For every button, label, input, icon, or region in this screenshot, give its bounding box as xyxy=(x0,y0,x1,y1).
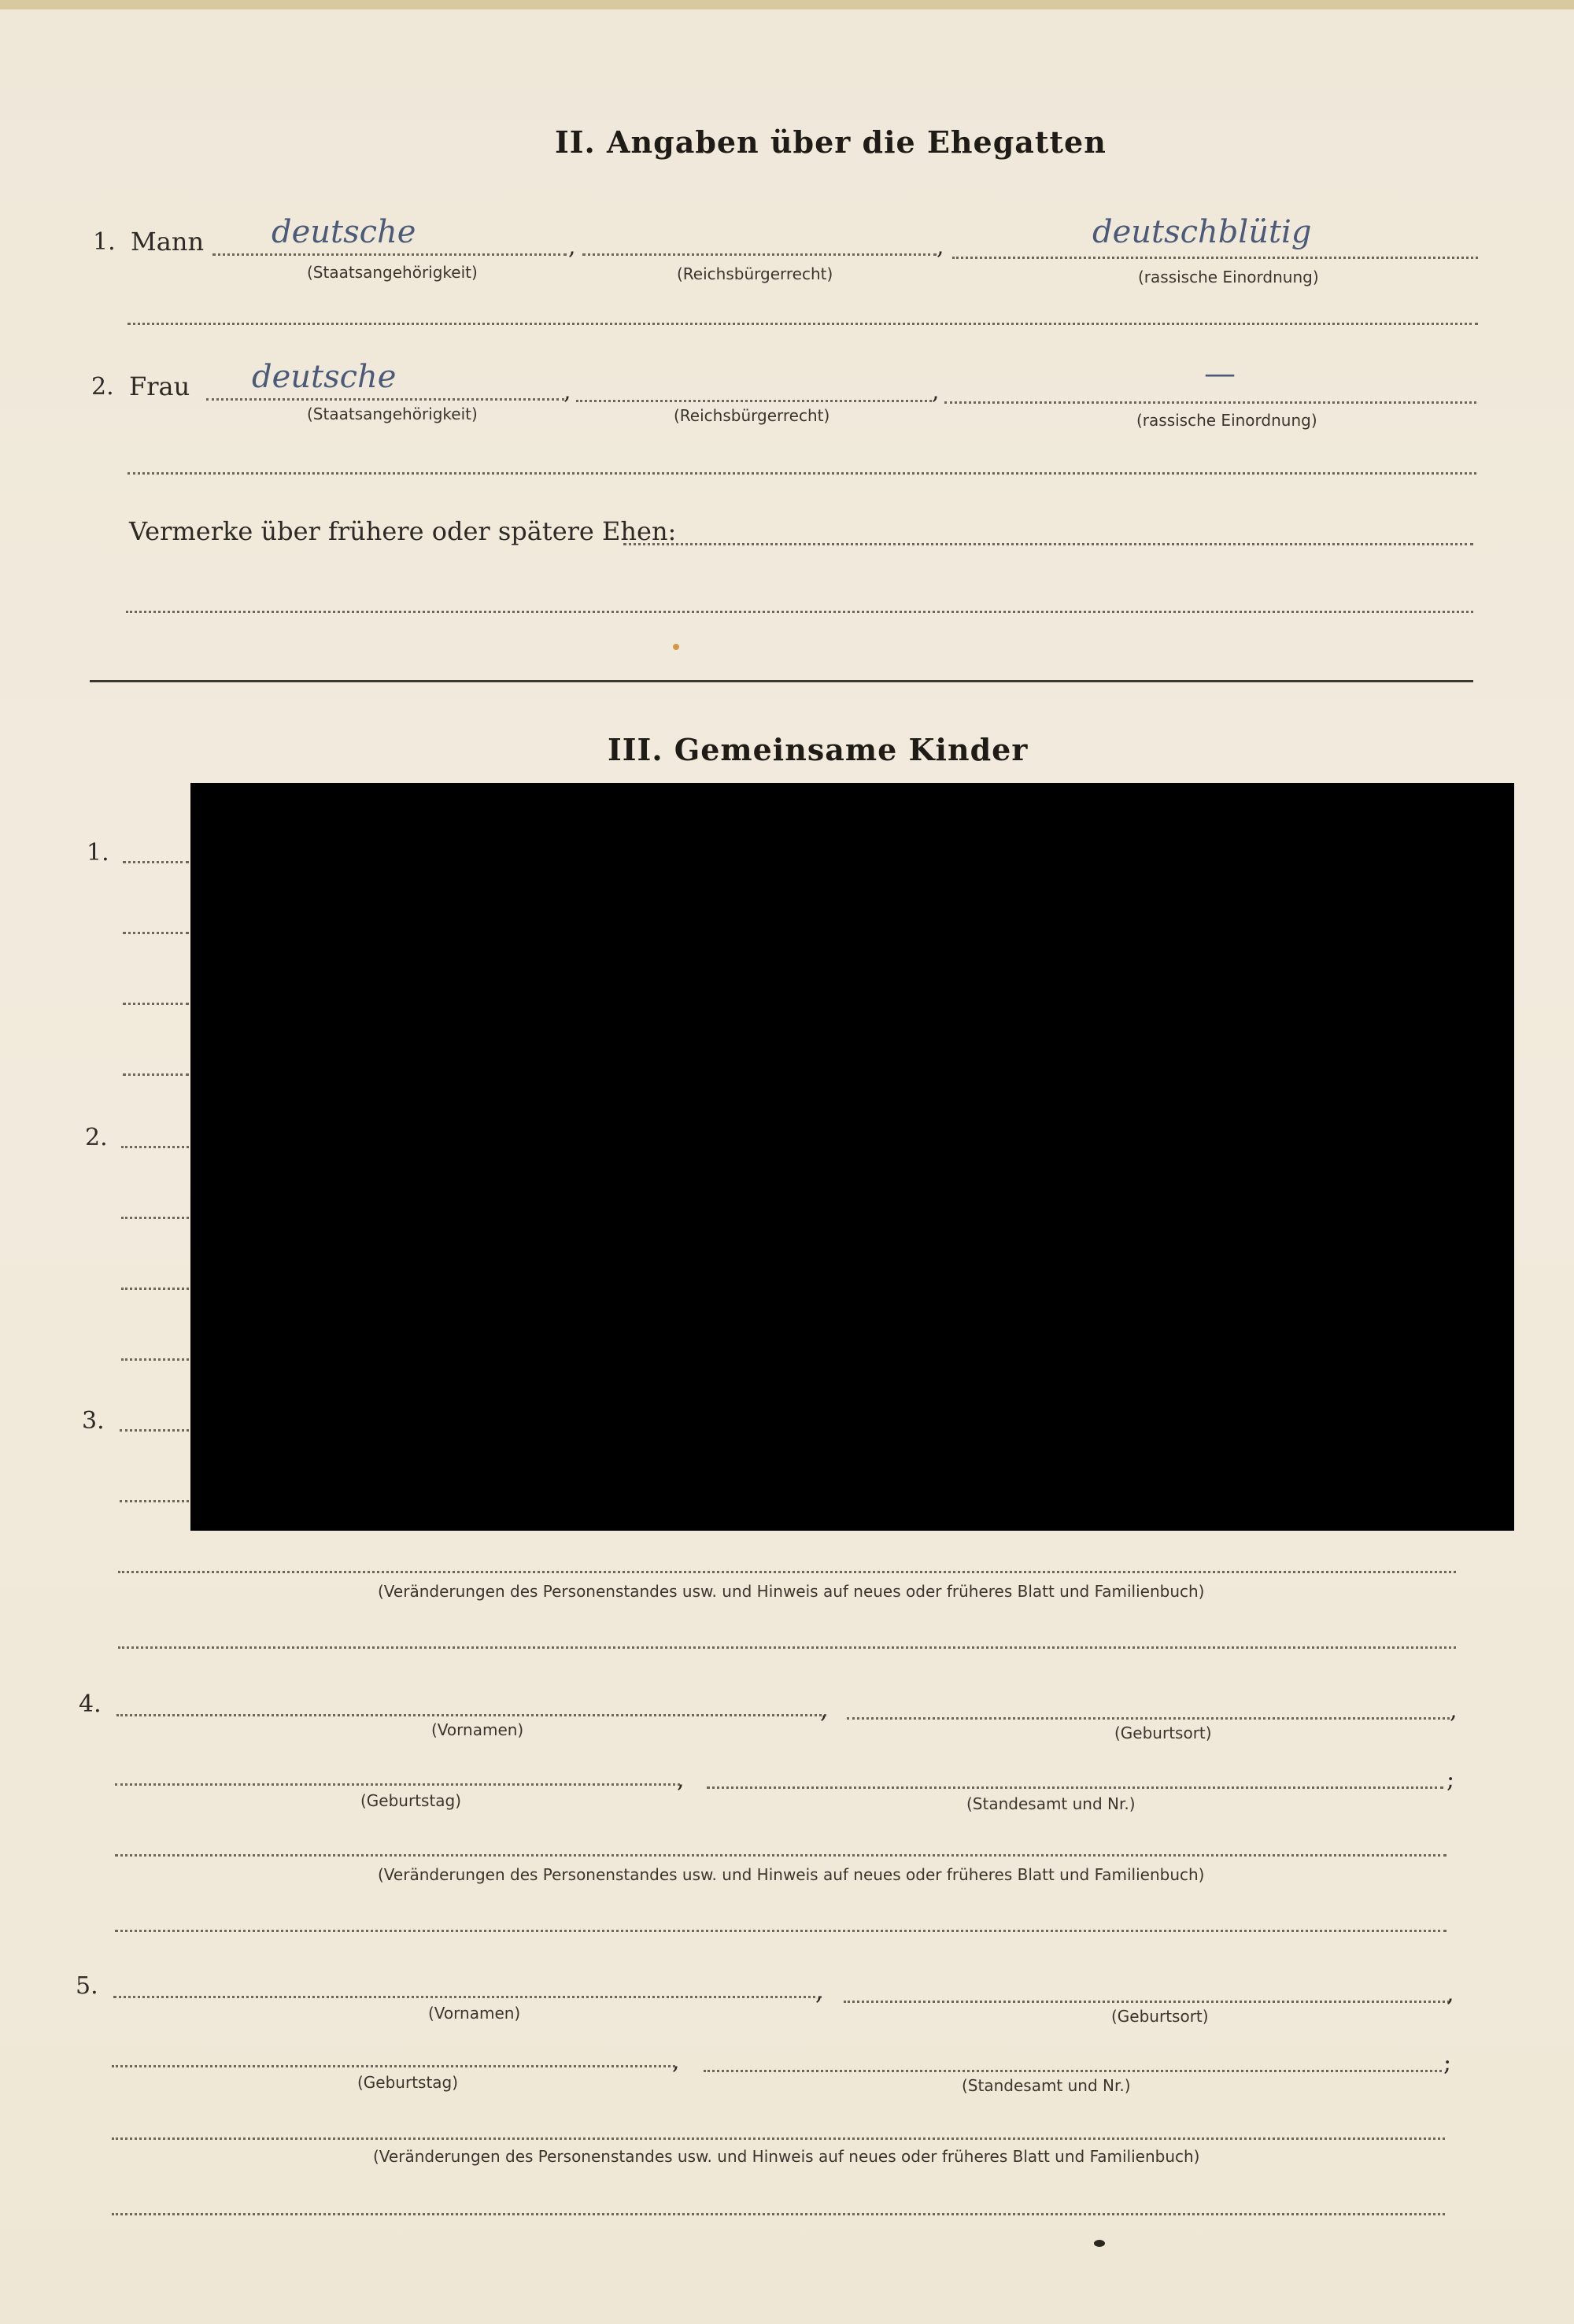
caption-geburtsort: (Geburtsort) xyxy=(1114,1724,1212,1742)
caption-geburtstag: (Geburtstag) xyxy=(357,2073,459,2092)
child-1-line-4 xyxy=(123,1073,189,1076)
child-4-line-extra xyxy=(115,1930,1447,1932)
child-3-line-3 xyxy=(118,1571,1456,1573)
comma: , xyxy=(563,378,571,405)
child-3-number: 3. xyxy=(82,1407,105,1435)
caption-reichsbuergerrecht: (Reichsbürgerrecht) xyxy=(674,406,830,425)
vermerke-line-2 xyxy=(126,611,1473,613)
child-5-geburtstag-line xyxy=(112,2065,675,2067)
child-4-vornamen-line xyxy=(116,1714,826,1716)
child-2-line-2 xyxy=(121,1217,189,1219)
frau-extra-line xyxy=(127,472,1476,475)
comma: , xyxy=(820,1697,828,1724)
mann-staat-handwriting: deutsche xyxy=(272,214,416,250)
caption-veraenderungen: (Veränderungen des Personenstandes usw. und Hinweis auf neues oder früheres Blatt und Familienbuch) xyxy=(373,2147,1200,2166)
child-5-vornamen-line xyxy=(113,1996,822,1998)
frau-reich-line xyxy=(576,400,932,402)
child-4-veraenderungen-line xyxy=(115,1854,1447,1857)
comma: , xyxy=(568,233,576,260)
caption-veraenderungen: (Veränderungen des Personenstandes usw. und Hinweis auf neues oder früheres Blatt und Familienbuch) xyxy=(378,1865,1205,1884)
child-2-line-1 xyxy=(121,1146,189,1148)
child-1-line-3 xyxy=(123,1003,189,1005)
section-divider xyxy=(90,680,1473,682)
child-4-number: 4. xyxy=(79,1690,102,1718)
caption-reichsbuergerrecht: (Reichsbürgerrecht) xyxy=(677,264,833,283)
caption-rassische-einordnung: (rassische Einordnung) xyxy=(1138,268,1319,286)
child-4-standesamt-line xyxy=(707,1786,1443,1789)
child-3-line-2 xyxy=(120,1500,189,1502)
child-2-line-4 xyxy=(121,1358,189,1361)
paper-speck xyxy=(673,644,679,650)
section-2-title: II. Angaben über die Ehegatten xyxy=(555,124,1107,160)
frau-staat-line xyxy=(206,398,564,401)
frau-number: 2. xyxy=(91,373,114,401)
caption-staatsangehoerigkeit: (Staatsangehörigkeit) xyxy=(307,405,478,423)
comma: , xyxy=(937,233,944,260)
vermerke-line-1 xyxy=(623,543,1473,545)
semicolon: ; xyxy=(1443,2049,1452,2077)
redaction-block xyxy=(190,783,1514,1531)
caption-veraenderungen: (Veränderungen des Personenstandes usw. und Hinweis auf neues oder früheres Blatt und Familienbuch) xyxy=(378,1582,1205,1601)
page-top-edge xyxy=(0,0,1574,9)
frau-rass-line xyxy=(944,401,1476,404)
mann-extra-line xyxy=(127,323,1478,325)
child-2-number: 2. xyxy=(85,1124,108,1151)
child-3-line-4 xyxy=(118,1646,1456,1649)
child-4-geburtstag-line xyxy=(115,1783,680,1786)
child-5-standesamt-line xyxy=(704,2070,1442,2072)
child-2-line-3 xyxy=(121,1288,189,1290)
frau-rass-handwriting: — xyxy=(1204,356,1236,392)
comma: , xyxy=(1447,1980,1454,2008)
semicolon: ; xyxy=(1447,1766,1455,1794)
child-3-line-1 xyxy=(120,1429,189,1432)
comma: , xyxy=(815,1979,823,2006)
section-3-title: III. Gemeinsame Kinder xyxy=(608,732,1029,767)
caption-standesamt: (Standesamt und Nr.) xyxy=(966,1794,1136,1813)
mann-label: Mann xyxy=(131,227,205,257)
mann-staat-line xyxy=(212,253,567,256)
caption-geburtsort: (Geburtsort) xyxy=(1111,2007,1209,2026)
caption-geburtstag: (Geburtstag) xyxy=(360,1791,462,1810)
comma: , xyxy=(1450,1697,1458,1724)
comma: , xyxy=(677,1766,685,1794)
child-1-number: 1. xyxy=(87,839,109,866)
caption-vornamen: (Vornamen) xyxy=(431,1720,524,1739)
ink-speck xyxy=(1094,2240,1105,2247)
child-5-number: 5. xyxy=(76,1972,98,2000)
frau-label: Frau xyxy=(129,371,190,401)
child-5-line-extra xyxy=(112,2213,1445,2215)
caption-rassische-einordnung: (rassische Einordnung) xyxy=(1136,411,1317,430)
mann-number: 1. xyxy=(93,228,116,256)
comma: , xyxy=(672,2048,680,2075)
mann-reich-line xyxy=(582,253,937,256)
vermerke-label: Vermerke über frühere oder spätere Ehen: xyxy=(129,516,677,546)
child-1-line-2 xyxy=(123,932,189,934)
caption-staatsangehoerigkeit: (Staatsangehörigkeit) xyxy=(307,263,478,282)
child-5-geburtsort-line xyxy=(844,2001,1450,2003)
comma: , xyxy=(932,378,940,405)
child-1-line-1 xyxy=(123,861,189,863)
child-5-veraenderungen-line xyxy=(112,2137,1445,2140)
caption-standesamt: (Standesamt und Nr.) xyxy=(962,2076,1131,2095)
frau-staat-handwriting: deutsche xyxy=(252,359,397,395)
child-4-geburtsort-line xyxy=(847,1717,1450,1720)
mann-rass-handwriting: deutschblütig xyxy=(1092,214,1312,250)
mann-rass-line xyxy=(952,257,1478,259)
caption-vornamen: (Vornamen) xyxy=(428,2004,521,2023)
